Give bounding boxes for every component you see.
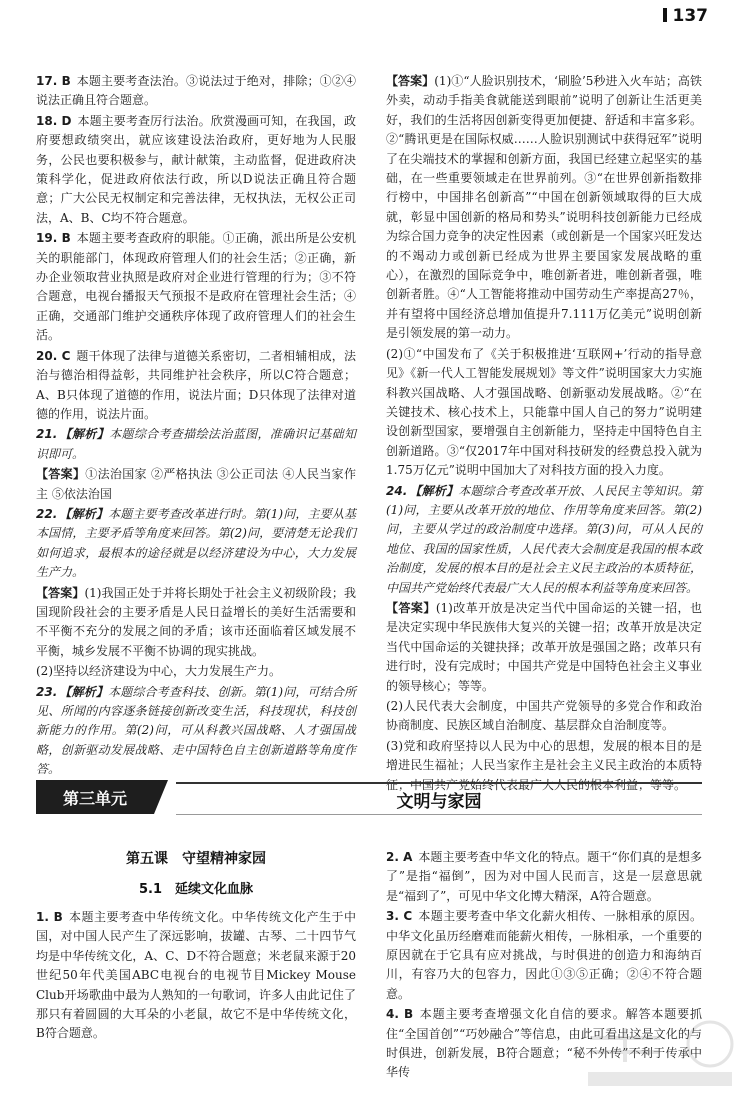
page-number-bar [663, 8, 667, 22]
answer-24-answer-2 [386, 697, 702, 736]
answer-18-text: 本题主要考查厉行法治。欣赏漫画可知，在我国，政府要想政绩突出，就应该建设法治政府，更好地为人民服务，公民也要积极参与，献计献策，主动监督，促进政府决策科学化，促进政府依法行政，所以D说法正确且符合题意；广大公民无权制定和完善法律，无权执法，无权公正司法，A、B、C均不符合题意。 [36, 113, 356, 225]
answer-b2 [386, 848, 702, 906]
answer-20 [36, 347, 356, 425]
analysis-tag: 【解析】 [409, 483, 459, 498]
answer-b3-number: 3. C [386, 909, 413, 924]
answer-17-text: 本题主要考查法治。③说法过于绝对，排除；①②④说法正确且符合题意。 [36, 74, 356, 108]
answer-20-number: 20. C [36, 348, 71, 363]
answer-23-analysis-text: 本题综合考查科技、创新。第(1)问，可结合所见、所闻的内容逐条链接创新改变生活，科技现状，科技创新能力的作用。第(2)问，可从科教兴国战略、人才强国战略，创新驱动发展战略、走中国特色自主创新道路等角度作答。 [36, 684, 356, 777]
answer-21-number: 21. [36, 427, 58, 442]
answer-24-analysis-text: 本题综合考查改革开放、人民民主等知识。第(1)问，主要从改革开放的地位、作用等角度来回答。第(2)问，主要从学过的政治制度中选择。第(3)问，可从人民的地位、我国的国家性质，人民代表大会制度是我国的根本政治制度，发展的根本目的是社会主义民主政治的本质特征，中国共产党始终代表最广大人民的根本利益等角度来回答。 [386, 483, 702, 595]
analysis-tag: 【解析】 [59, 506, 109, 521]
answer-22-analysis [36, 505, 356, 583]
answer-tag: 【答案】 [36, 467, 86, 482]
answer-22-answer [36, 584, 356, 662]
analysis-tag: 【解析】 [59, 684, 109, 699]
answer-20-text: 题干体现了法律与道德关系密切，二者相辅相成，法治与德治相得益彰，共同维护社会秩序，所以C符合题意；A、B只体现了道德的作用，说法片面；D只体现了法律对道德的作用，说法片面。 [36, 348, 356, 421]
unit-title: 文明与家园 [176, 782, 702, 815]
answer-22-number: 22. [36, 506, 58, 521]
section-title: 5.1 延续文化血脉 [138, 882, 254, 897]
answer-18 [36, 112, 356, 228]
answer-b1-text: 本题主要考查中华传统文化。中华传统文化产生于中国，对中国人民产生了深远影响，拔罐、古琴、二十四节气均是中华传统文化，A、C、D不符合题意；米老鼠来源于20世纪50年代美国ABC电视台的电视节目Mickey Mouse Club开场歌曲中最为人熟知的一句歌词，许多人由此记住了那只有着圆圆的大耳朵的小老鼠，故它不是中华传统文化，B符合题意。 [36, 910, 356, 1041]
answer-23-answer-2 [386, 345, 702, 481]
answer-24-number: 24. [386, 483, 408, 498]
answer-23-number: 23. [36, 684, 58, 699]
answer-24-answer-3-text: (3)党和政府坚持以人民为中心的思想，发展的根本目的是增进民生福祉；人民当家作主是社会主义民主政治的本质特征；中国共产党始终代表最广大人民的根本利益；等等。 [386, 738, 702, 792]
answer-17-number: 17. B [36, 74, 71, 88]
answer-24-answer-1: (1)改革开放是决定当代中国命运的关键一招，也是决定实现中华民族伟大复兴的关键一招；改革开放是决定当代中国命运的关键抉择；改革开放是强国之路；改革只有进行时，没有完成时；中国共产党是中国特色社会主义事业的领导核心；等等。 [386, 600, 702, 693]
bottom-left-column [36, 908, 356, 1045]
answer-tag: 【答案】 [386, 74, 435, 88]
answer-19-number: 19. B [36, 231, 71, 246]
page-number [663, 6, 709, 26]
answer-22-answer-1: (1)我国正处于并将长期处于社会主义初级阶段；我国现阶段社会的主要矛盾是人民日益增长的美好生活需要和不平衡不充分的发展之间的矛盾；该市还面临着区域发展不平衡，城乡发展不平衡不协调的现实挑战。 [36, 585, 356, 658]
answer-21-analysis-text: 本题综合考查描绘法治蓝图，准确识记基础知识即可。 [36, 427, 356, 461]
answer-b1 [36, 908, 356, 1044]
watermark-band [588, 1072, 732, 1086]
answer-22-answer-2 [36, 662, 356, 681]
answer-21-answer [36, 465, 356, 504]
answer-b3 [386, 907, 702, 1004]
answer-23-answer [386, 72, 702, 344]
answer-21-answer-text: ①法治国家 ②严格执法 ③公正司法 ④人民当家作主 ⑤依法治国 [36, 467, 356, 501]
answer-17 [36, 72, 356, 111]
watermark-logo [580, 1018, 740, 1092]
answer-b2-text: 本题主要考查中华文化的特点。题干“你们真的是想多了”是指“福倒”，因为对中国人民而言，这是一层意思就是“福到了”，可见中华文化博大精深，A符合题意。 [386, 850, 703, 903]
lesson-title: 第五课 守望精神家园 [126, 851, 266, 867]
left-column [36, 72, 356, 781]
answer-b4-number: 4. B [386, 1007, 414, 1022]
watermark-glyph [590, 1028, 660, 1062]
answer-23-analysis [36, 683, 356, 780]
watermark-circle [688, 1022, 732, 1066]
answer-19-text: 本题主要考查政府的职能。①正确，派出所是公安机关的职能部门，体现政府管理人们的社会生活；②正确，新办企业领取营业执照是政府对企业进行管理的行为；③不符合题意，电视台播报天气预报不是政府在管理社会生活；④正确，交通部门维护交通秩序体现了政府管理人们的社会生活。 [36, 231, 356, 343]
unit-header [36, 780, 702, 814]
answer-18-number: 18. D [36, 113, 72, 128]
page-number-text: 137 [672, 6, 708, 26]
answer-b3-text: 本题主要考查中华文化薪火相传、一脉相承的原因。中华文化虽历经磨难而能薪火相传，一脉相承，一个重要的原因就在于它具有应对挑战，与时俱进的创造力和海纳百川，有容乃大的包容力，因此①③⑤正确；②④不符合题意。 [386, 909, 702, 1001]
analysis-tag: 【解析】 [59, 427, 110, 442]
answer-21-analysis [36, 425, 356, 464]
answer-22-answer-2-text: (2)坚持以经济建设为中心，大力发展生产力。 [36, 664, 281, 679]
unit-badge: 第三单元 [36, 780, 154, 814]
answer-19 [36, 229, 356, 345]
answer-23-answer-1: (1)①“人脸识别技术，‘刷脸’5秒进入火车站；高铁外卖，动动手指美食就能送到眼前”说明了创新让生活更美好，我们的生活将因创新变得更加便捷、舒适和丰富多彩。②“腾讯更是在国际权威……人脸识别测试中获得冠军”说明了在尖端技术的掌握和创新方面，我国已经建立起坚实的基础，在一些重要领域走在世界前列。③“在世界创新指数排行榜中，中国排名创新高”“中国在创新领域取得的巨大成就，彰显中国创新的格局和势头”说明科技创新能力已经成为综合国力竞争的决定性因素（或创新是一个国家兴旺发达的不竭动力或创新已经成为世界主要国家发展战略的重心），在激烈的国际竞争中，唯创新者进，唯创新者强，唯创新者胜。④“人工智能将推动中国劳动生产率提高27％，并有望将中国经济总增加值提升7.111万亿美元”说明创新是引领发展的第一动力。 [386, 74, 702, 341]
answer-tag: 【答案】 [386, 600, 436, 615]
answer-b4-text: 本题主要考查增强文化自信的要求。解答本题要抓住“全国首创”“巧妙融合”等信息，由此可看出这是文化的与时俱进，创新发展，B符合题意；“秘不外传”不利于传承中华传 [386, 1007, 702, 1080]
answer-22-analysis-text: 本题主要考查改革进行时。第(1)问，主要从基本国情，主要矛盾等角度来回答。第(2)问，要清楚无论我们如何追求，最根本的途径就是以经济建设为中心，大力发展生产力。 [36, 506, 356, 580]
answer-23-answer-2-text: (2)①“中国发布了《关于积极推进‘互联网+’行动的指导意见》《新一代人工智能发展规划》等文件”说明国家大力实施科教兴国战略、人才强国战略、创新驱动发展战略。②“在关键技术、核心技术上，只能靠中国人自己的努力”说明建设创新型国家，要增强自主创新能力，坚持走中国特色自主创新道路。③“仅2017年中国对科技研发的经费总投入就为1.75万亿元”说明中国加大了对科技方面的投入力度。 [386, 346, 702, 478]
answer-b1-number: 1. B [36, 910, 63, 924]
answer-b2-number: 2. A [386, 850, 413, 864]
answer-24-analysis [386, 482, 702, 598]
answer-24-answer-2-text: (2)人民代表大会制度，中国共产党领导的多党合作和政治协商制度、民族区域自治制度、基层群众自治制度等。 [386, 699, 702, 733]
answer-24-answer [386, 599, 702, 696]
right-column [386, 72, 702, 796]
answer-tag: 【答案】 [36, 585, 85, 600]
